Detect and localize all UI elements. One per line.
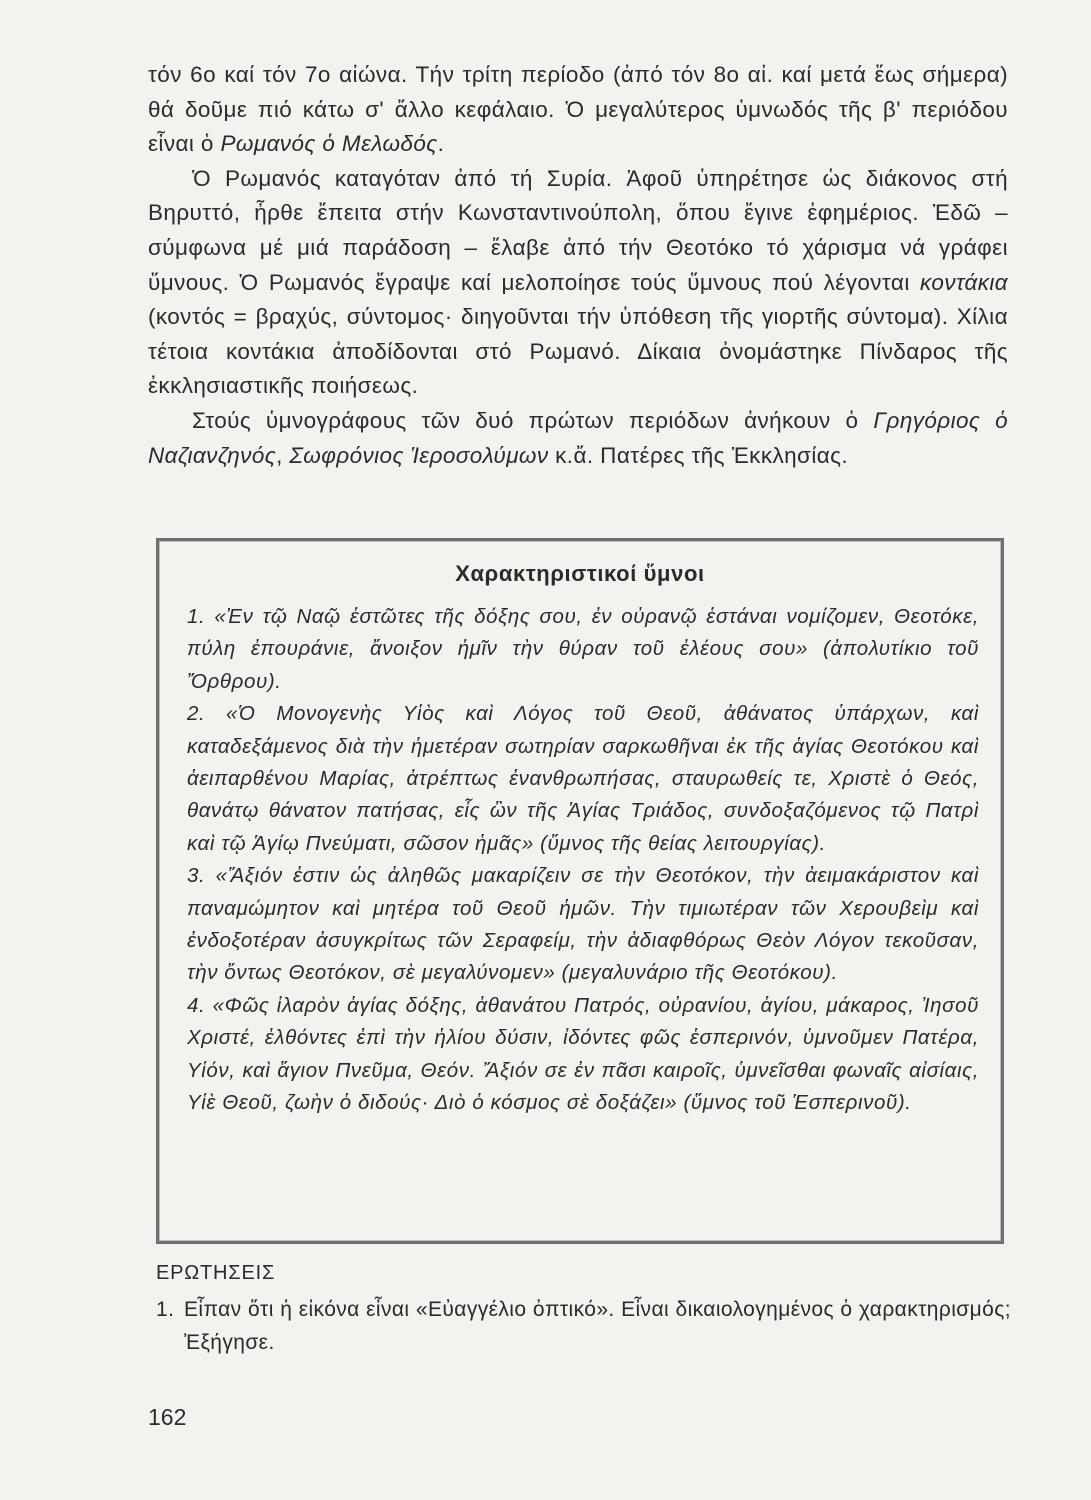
hymns-box-title: Χαρακτηριστικοί ὕμνοι <box>455 561 705 586</box>
question-number: 1. <box>156 1298 175 1321</box>
paragraph-3-text-b: κ.ἄ. Πατέρες τῆς Ἐκκλησίας. <box>555 442 849 468</box>
paragraph-2 <box>148 162 1008 404</box>
paragraph-3-separator: , <box>276 442 283 468</box>
question-item <box>156 1293 1011 1359</box>
hymn-item: 4. «Φῶς ἱλαρὸν ἁγίας δόξης, ἀθανάτου Πατρός, οὐρανίου, ἁγίου, μάκαρος, Ἰησοῦ Χριστέ, ἐλθόντες ἐπὶ τὴν ἡλίου δύσιν, ἰδόντες φῶς ἑσπερινόν, ὑμνοῦμεν Πατέρα, Υἱόν, καὶ ἅγιον Πνεῦμα, Θεόν. Ἄξιόν σε ἐν πᾶσι καιροῖς, ὑμνεῖσθαι φωναῖς αἰσίαις, Υἱὲ Θεοῦ, ζωὴν ὁ διδούς· Διὸ ὁ κόσμος σὲ δοξάζει» (ὕμνος τοῦ Ἑσπερινοῦ). <box>187 993 979 1115</box>
paragraph-2-text-b: (κοντός = βραχύς, σύντομος· διηγοῦνται τήν ὑπόθεση τῆς γιορτῆς σύντομα). Χίλια τέτοια κοντάκια ἀποδίδονται στό Ρωμανό. Δίκαια ὀνομάστηκε Πίνδαρος τῆς ἐκκλησιαστικῆς ποιήσεως. <box>148 304 1008 399</box>
paragraph-1 <box>148 58 1008 162</box>
hymns-list <box>187 601 979 1120</box>
kontakia-term: κοντάκια <box>920 269 1008 295</box>
paragraph-3-text-a: Στούς ὑμνογράφους τῶν δυό πρώτων περιόδων ἀνήκουν ὁ <box>192 407 859 433</box>
question-text: Εἶπαν ὅτι ἡ εἰκόνα εἶναι «Εὐαγγέλιο ὀπτικό». Εἶναι δικαιολογημένος ὁ χαρακτηρισμός; Ἐξήγησε. <box>184 1298 1011 1354</box>
questions-list <box>156 1293 1011 1359</box>
paragraph-3 <box>148 404 1008 473</box>
paragraph-2-text-a: Ὁ Ρωμανός καταγόταν ἀπό τή Συρία. Ἀφοῦ ὑπηρέτησε ὡς διάκονος στή Βηρυττό, ἦρθε ἔπειτα στήν Κωνσταντινούπολη, ὅπου ἔγινε ἐφημέριος. Ἐδῶ – σύμφωνα μέ μιά παράδοση – ἔλαβε ἀπό τήν Θεοτόκο τό χάρισμα νά γράφει ὕμνους. Ὁ Ρωμανός ἔγραψε καί μελοποίησε τούς ὕμνους πού λέγονται <box>148 165 1008 295</box>
hymn-item: 1. «Ἐν τῷ Ναῷ ἑστῶτες τῆς δόξης σου, ἐν οὐρανῷ ἑστάναι νομίζομεν, Θεοτόκε, πύλη ἐπουράνιε, ἄνοιξον ἡμῖν τὴν θύραν τοῦ ἐλέους σου» (ἀπολυτίκιο τοῦ Ὄρθρου). <box>187 605 979 693</box>
page-number: 162 <box>148 1404 187 1430</box>
paragraph-1-text: τόν 6ο καί τόν 7ο αἰώνα. Τήν τρίτη περίοδο (ἀπό τόν 8ο αἰ. καί μετά ἕως σήμερα) θά δοῦμε πιό κάτω σ' ἄλλο κεφάλαιο. Ὁ μεγαλύτερος ὑμνωδός τῆς β' περιόδου εἶναι ὁ <box>148 62 1008 157</box>
sophronios-name: Σωφρόνιος Ἱεροσολύμων <box>289 442 549 468</box>
hymns-box <box>156 538 1004 1244</box>
hymn-item: 3. «Ἄξιόν ἐστιν ὡς ἀληθῶς μακαρίζειν σε τὴν Θεοτόκον, τὴν ἀειμακάριστον καὶ παναμώμητον καὶ μητέρα τοῦ Θεοῦ ἡμῶν. Τὴν τιμιωτέραν τῶν Χερουβεὶμ καὶ ἐνδοξοτέραν ἀσυγκρίτως τῶν Σεραφείμ, τὴν ἀδιαφθόρως Θεὸν Λόγον τεκοῦσαν, τὴν ὄντως Θεοτόκον, σὲ μεγαλύνομεν» (μεγαλυνάριο τῆς Θεοτόκου). <box>187 864 979 985</box>
body-text <box>148 58 1008 473</box>
paragraph-1-end: . <box>437 131 445 157</box>
hymn-item: 2. «Ὁ Μονογενὴς Υἱὸς καὶ Λόγος τοῦ Θεοῦ, ἀθάνατος ὑπάρχων, καὶ καταδεξάμενος διὰ τὴν ἡμετέραν σωτηρίαν σαρκωθῆναι ἐκ τῆς ἁγίας Θεοτόκου καὶ ἀειπαρθένου Μαρίας, ἀτρέπτως ἐνανθρωπήσας, σταυρωθείς τε, Χριστὲ ὁ Θεός, θανάτῳ θάνατον πατήσας, εἷς ὢν τῆς Ἁγίας Τριάδος, συνδοξαζόμενος τῷ Πατρὶ καὶ τῷ Ἁγίῳ Πνεύματι, σῶσον ἡμᾶς» (ὕμνος τῆς θείας λειτουργίας). <box>187 702 979 855</box>
romanos-name: Ρωμανός ὁ Μελωδός <box>220 131 438 157</box>
gregory-name: Γρηγόριος ὁ Ναζιανζηνός <box>148 407 1009 468</box>
questions-heading: ΕΡΩΤΗΣΕΙΣ <box>156 1262 276 1284</box>
